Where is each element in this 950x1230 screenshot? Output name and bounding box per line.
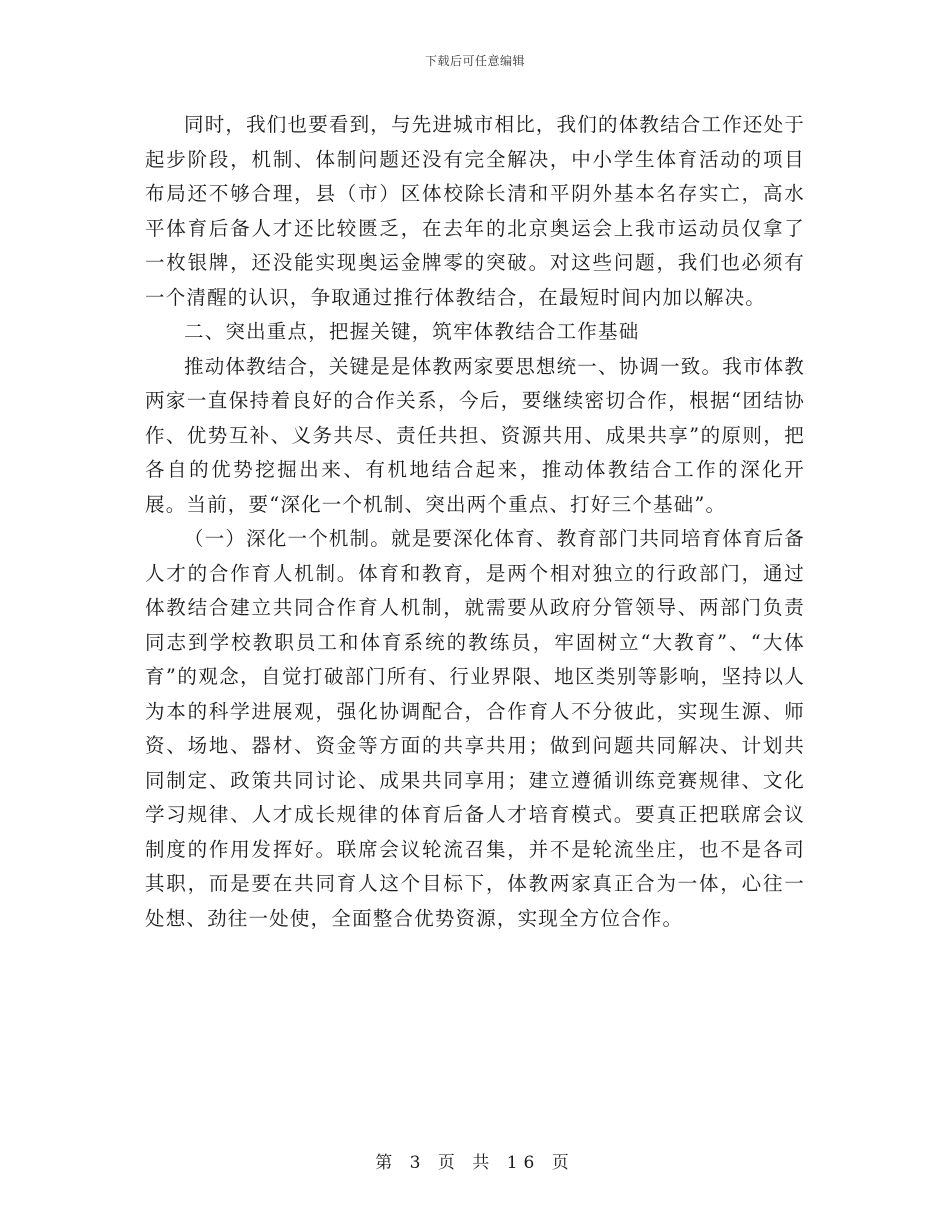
document-body xyxy=(145,108,805,936)
page-header: 下载后可任意编辑 xyxy=(424,54,525,68)
paragraph-2: 推动体教结合，关键是是体教两家要思想统一、协调一致。我市体教两家一直保持着良好的合作关系，今后，要继续密切合作，根据“团结协作、优势互补、义务共尽、责任共担、资源共用、成果共享”的原则，把各自的优势挖掘出来、有机地结合起来，推动体教结合工作的深化开展。当前，要“深化一个机制、突出两个重点、打好三个基础”。 xyxy=(145,354,806,516)
paragraph-1: 同时，我们也要看到，与先进城市相比，我们的体教结合工作还处于起步阶段，机制、体制问题还没有完全解决，中小学生体育活动的项目布局还不够合理，县（市）区体校除长清和平阴外基本名存实亡，高水平体育后备人才还比较匮乏，在去年的北京奥运会上我市运动员仅拿了一枚银牌，还没能实现奥运金牌零的突破。对这些问题，我们也必须有一个清醒的认识，争取通过推行体教结合，在最短时间内加以解决。 xyxy=(145,113,806,309)
page-number: 第 3 页 共 16 页 xyxy=(375,1153,575,1173)
paragraph-3: （一）深化一个机制。就是要深化体育、教育部门共同培育体育后备人才的合作育人机制。体育和教育，是两个相对独立的行政部门，通过体教结合建立共同合作育人机制，就需要从政府分管领导、两部门负责同志到学校教职员工和体育系统的教练员，牢固树立“大教育”、“大体育”的观念，自觉打破部门所有、行业界限、地区类别等影响，坚持以人为本的科学进展观，强化协调配合，合作育人不分彼此，实现生源、师资、场地、器材、资金等方面的共享共用；做到问题共同解决、计划共同制定、政策共同讨论、成果共同享用；建立遵循训练竞赛规律、文化学习规律、人才成长规律的体育后备人才培育模式。要真正把联席会议制度的作用发挥好。联席会议轮流召集，并不是轮流坐庄，也不是各司其职，而是要在共同育人这个目标下，体教两家真正合为一体，心往一处想、劲往一处使，全面整合优势资源，实现全方位合作。 xyxy=(145,527,806,930)
section-heading: 二、突出重点，把握关键，筑牢体教结合工作基础 xyxy=(184,320,640,343)
